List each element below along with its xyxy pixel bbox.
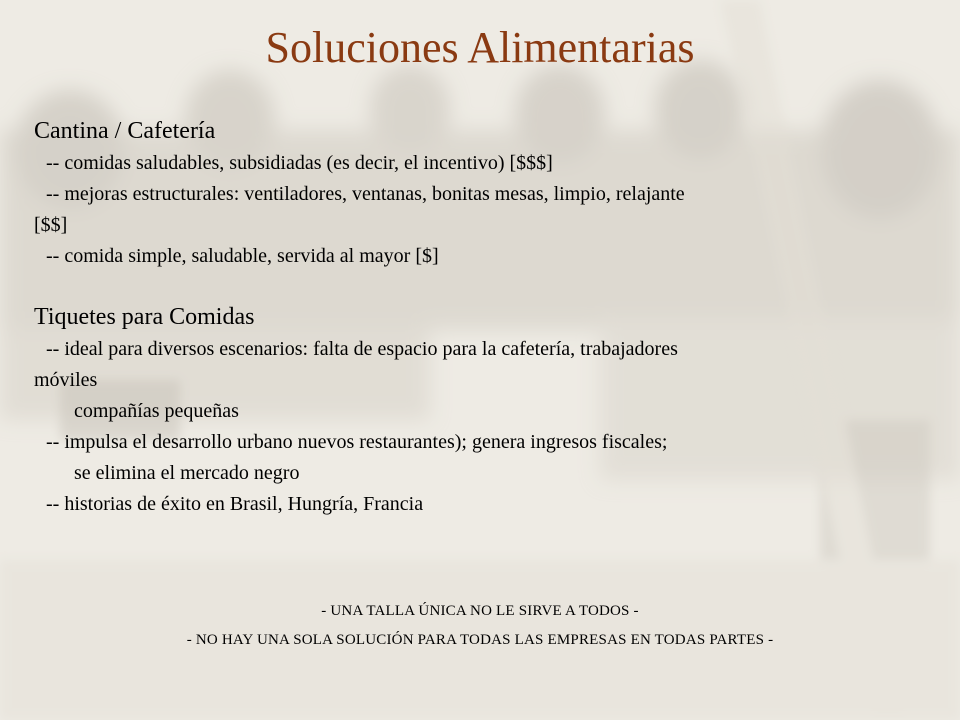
section-gap: [34, 272, 914, 300]
bullet-line: -- impulsa el desarrollo urbano nuevos restaurantes); genera ingresos fiscales;: [46, 431, 668, 453]
bullet-line-continuation: móviles: [34, 369, 98, 391]
slide-body: [34, 114, 914, 520]
bullet-line-continuation: compañías pequeñas: [74, 400, 239, 422]
bullet-line: -- comidas saludables, subsidiadas (es decir, el incentivo) [$$$]: [46, 152, 553, 174]
section-heading-cantina: Cantina / Cafetería: [34, 118, 216, 144]
bullet-line: -- historias de éxito en Brasil, Hungría, Francia: [46, 493, 424, 515]
tagline-no-single-solution: - NO HAY UNA SOLA SOLUCIÓN PARA TODAS LAS EMPRESAS EN TODAS PARTES -: [186, 632, 774, 648]
tagline-one-size: - UNA TALLA ÚNICA NO LE SIRVE A TODOS -: [321, 603, 639, 619]
section-heading-tiquetes: Tiquetes para Comidas: [34, 304, 255, 330]
bullet-line-continuation: se elimina el mercado negro: [74, 462, 300, 484]
bullet-line: -- ideal para diversos escenarios: falta de espacio para la cafetería, trabajadores: [46, 338, 678, 360]
bullet-line-continuation: [$$]: [34, 214, 68, 236]
bullet-line: -- mejoras estructurales: ventiladores, ventanas, bonitas mesas, limpio, relajante: [46, 183, 685, 205]
slide-title: Soluciones Alimentarias: [265, 23, 695, 72]
bullet-line: -- comida simple, saludable, servida al mayor [$]: [46, 245, 439, 267]
